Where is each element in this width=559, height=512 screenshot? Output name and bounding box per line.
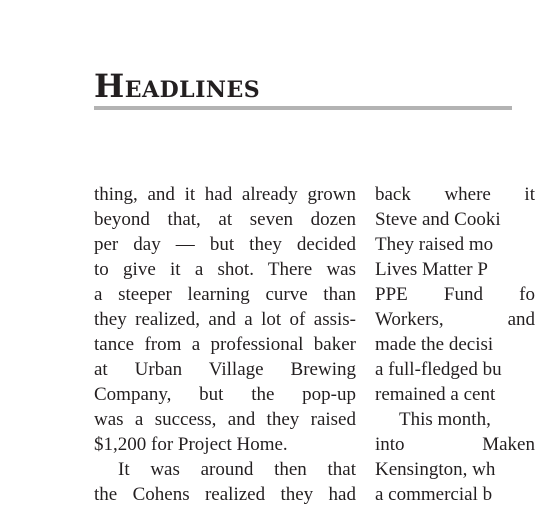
text-line: the Cohens realized they had: [94, 484, 356, 505]
heading-divider: [94, 106, 512, 110]
paragraph-start-line: It was around then that: [118, 459, 356, 480]
text-line: Lives Matter P: [375, 259, 488, 280]
text-line: made the decisi: [375, 334, 494, 355]
text-line: was a success, and they raised: [94, 409, 356, 430]
text-line: Steve and Cooki: [375, 209, 501, 230]
article-column-left: [94, 182, 356, 507]
text-line: at Urban Village Brewing: [94, 359, 356, 380]
text-line: a steeper learning curve than: [94, 284, 356, 305]
text-line: into Maken: [375, 434, 535, 455]
article-column-right: [375, 182, 535, 507]
text-line: tance from a professional baker: [94, 334, 356, 355]
text-line: PPE Fund fo: [375, 284, 535, 305]
text-line: Kensington, wh: [375, 459, 496, 480]
text-line: back where it: [375, 184, 535, 205]
text-line: a commercial b: [375, 484, 493, 505]
page-heading: Headlines: [94, 67, 261, 105]
text-line: per day — but they decided: [94, 234, 356, 255]
text-line: Workers, and: [375, 309, 535, 330]
text-line: a full-fledged bu: [375, 359, 502, 380]
paragraph-end-line: $1,200 for Project Home.: [94, 434, 288, 455]
paragraph-start-line: This month,: [399, 409, 491, 430]
text-line: remained a cent: [375, 384, 496, 405]
text-line: to give it a shot. There was: [94, 259, 356, 280]
text-line: thing, and it had already grown: [94, 184, 356, 205]
text-line: They raised mo: [375, 234, 494, 255]
text-line: they realized, and a lot of assis-: [94, 309, 356, 330]
text-line: beyond that, at seven dozen: [94, 209, 356, 230]
text-line: Company, but the pop-up: [94, 384, 356, 405]
